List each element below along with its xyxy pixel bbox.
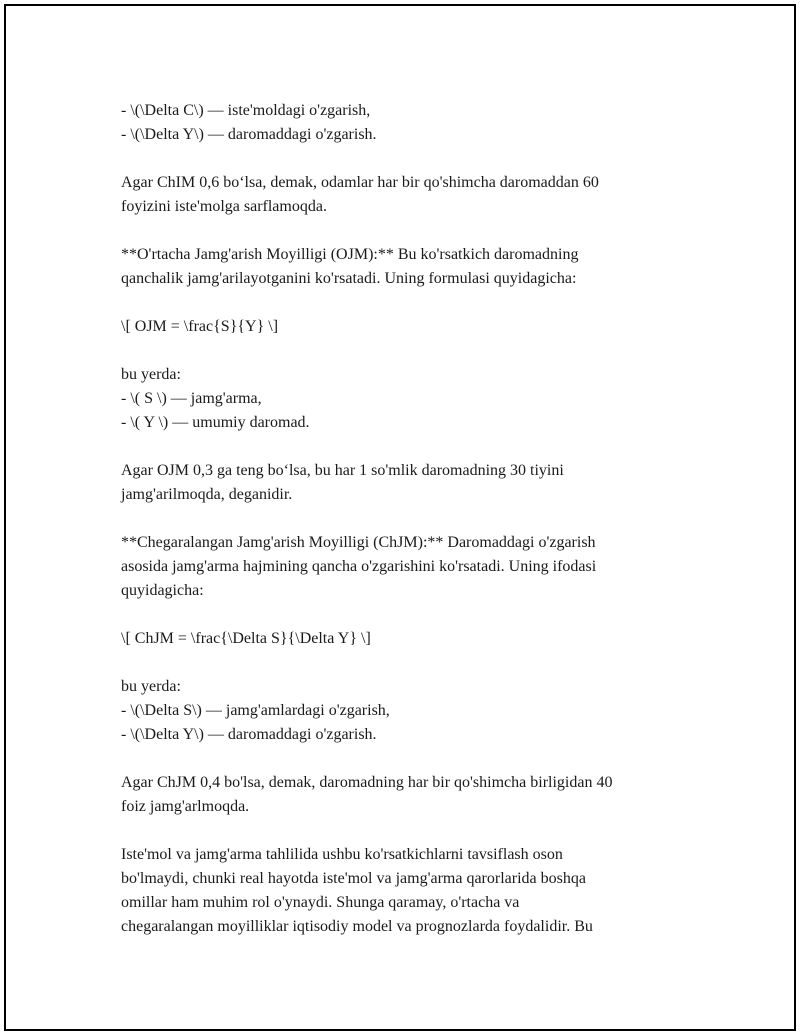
text-line: foiz jamg'arlmoqda. (121, 798, 250, 815)
document-body (121, 99, 701, 939)
text-line: qanchalik jamg'arilayotganini ko'rsatadi. Uning formulasi quyidagicha: (121, 270, 577, 287)
text-line: bo'lmaydi, chunki real hayotda iste'mol va jamg'arma qarorlarida boshqa (121, 870, 586, 887)
blank-line (121, 747, 701, 771)
text-line: - \(\Delta S\) — jamg'amlardagi o'zgarish, (121, 702, 390, 719)
text-line: Agar OJM 0,3 ga teng bo‘lsa, bu har 1 so'mlik daromadning 30 tiyini (121, 462, 564, 479)
text-line: Agar ChJM 0,4 bo'lsa, demak, daromadning har bir qo'shimcha birligidan 40 (121, 774, 613, 791)
blank-line (121, 147, 701, 171)
text-line: - \(\Delta Y\) — daromaddagi o'zgarish. (121, 726, 377, 743)
blank-line (121, 819, 701, 843)
text-line: - \(\Delta Y\) — daromaddagi o'zgarish. (121, 126, 377, 143)
text-line: foyizini iste'molga sarflamoqda. (121, 198, 327, 215)
text-line: \[ OJM = \frac{S}{Y} \] (121, 318, 279, 335)
blank-line (121, 507, 701, 531)
text-line: bu yerda: (121, 678, 181, 695)
page-frame (4, 4, 796, 1031)
text-line: \[ ChJM = \frac{\Delta S}{\Delta Y} \] (121, 630, 371, 647)
text-line: jamg'arilmoqda, deganidir. (121, 486, 293, 503)
blank-line (121, 291, 701, 315)
text-line: - \(\Delta C\) — iste'moldagi o'zgarish, (121, 102, 371, 119)
text-line: **Chegaralangan Jamg'arish Moyilligi (ChJM):** Daromaddagi o'zgarish (121, 534, 596, 551)
text-line: - \( Y \) — umumiy daromad. (121, 414, 310, 431)
text-line: - \( S \) — jamg'arma, (121, 390, 262, 407)
text-line: Iste'mol va jamg'arma tahlilida ushbu ko'rsatkichlarni tavsiflash oson (121, 846, 563, 863)
text-line: **O'rtacha Jamg'arish Moyilligi (OJM):** Bu ko'rsatkich daromadning (121, 246, 579, 263)
blank-line (121, 603, 701, 627)
blank-line (121, 435, 701, 459)
blank-line (121, 651, 701, 675)
text-line: chegaralangan moyilliklar iqtisodiy model va prognozlarda foydalidir. Bu (121, 918, 593, 935)
blank-line (121, 219, 701, 243)
text-line: asosida jamg'arma hajmining qancha o'zgarishini ko'rsatadi. Uning ifodasi (121, 558, 597, 575)
text-line: Agar ChIM 0,6 bo‘lsa, demak, odamlar har bir qo'shimcha daromaddan 60 (121, 174, 599, 191)
text-line: quyidagicha: (121, 582, 204, 599)
text-line: bu yerda: (121, 366, 181, 383)
blank-line (121, 339, 701, 363)
text-line: omillar ham muhim rol o'ynaydi. Shunga qaramay, o'rtacha va (121, 894, 520, 911)
